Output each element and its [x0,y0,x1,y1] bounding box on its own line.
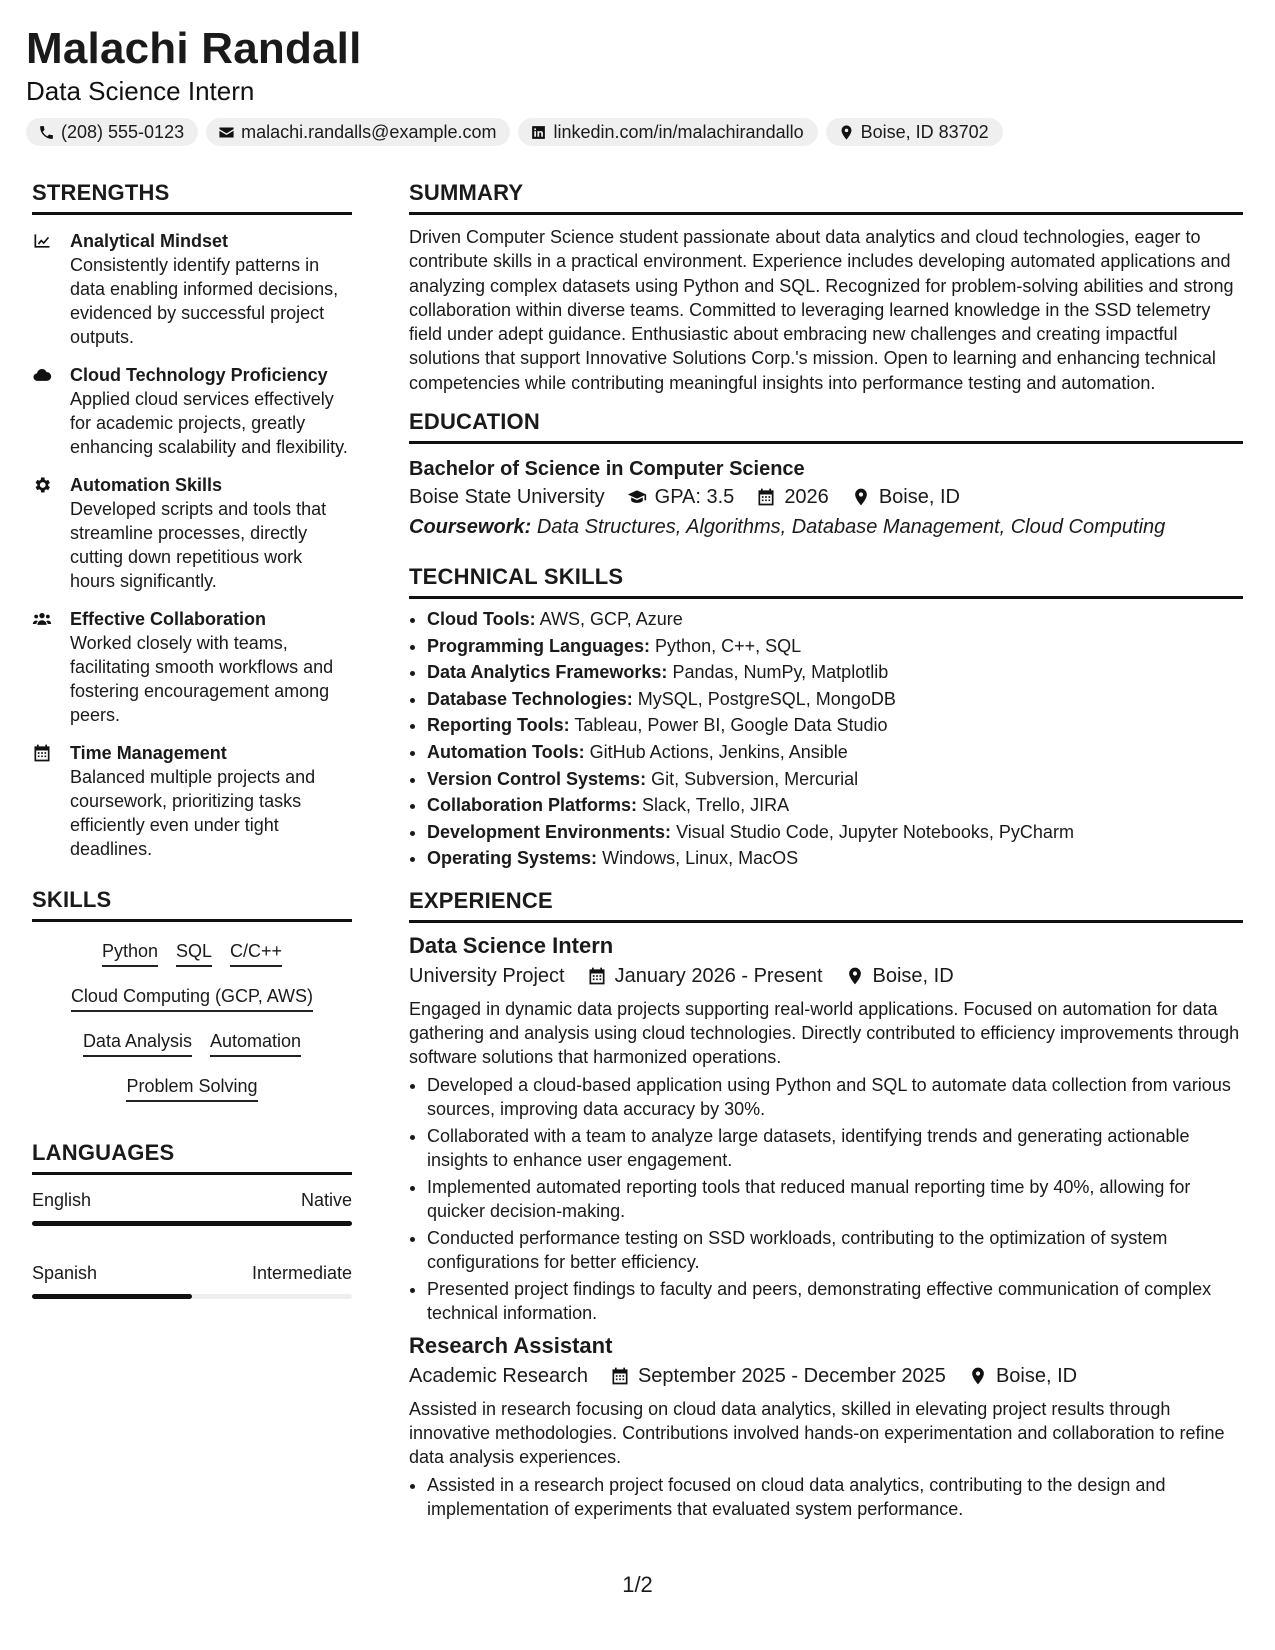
job-dates: January 2026 - Present [614,965,823,988]
gpa-text: GPA: 3.5 [654,486,735,509]
tech-skill-item [427,793,1243,817]
experience-heading: EXPERIENCE [409,888,1243,923]
experience-entry [409,1331,1243,1521]
candidate-role: Data Science Intern [26,76,255,106]
technical-skills-heading: TECHNICAL SKILLS [409,564,1243,599]
job-bullet: • Conducted performance testing on SSD workloads, contributing to the optimization of system configurations for better efficiency. [427,1226,1243,1274]
job-dates: September 2025 - December 2025 [637,1365,946,1388]
job-bullet: • Developed a cloud-based application using Python and SQL to automate data collection from various sources, improving data accuracy by 30%. [427,1073,1243,1121]
calendar-icon [587,966,607,986]
tech-skill-label: Data Analytics Frameworks: [427,662,668,683]
coursework-list: Data Structures, Algorithms, Database Management, Cloud Computing [536,516,1166,539]
experience-entry [409,931,1243,1325]
skill-tag: Python [102,940,158,967]
tech-skill-value: Slack, Trello, JIRA [642,795,790,816]
tech-skill-item [427,713,1243,737]
tech-skill-item [427,767,1243,791]
job-bullet: • Presented project findings to faculty and peers, demonstrating effective communication of complex technical information. [427,1277,1243,1325]
calendar-icon [756,487,776,507]
languages-heading: LANGUAGES [32,1140,352,1175]
coursework-label: Coursework: [409,516,532,539]
tech-skill-value: MySQL, PostgreSQL, MongoDB [637,688,896,709]
strength-text: Developed scripts and tools that streamline processes, directly cutting down repetitious work hours significantly. [70,499,327,591]
tech-skill-label: Cloud Tools: [427,609,536,630]
chart-line-icon [32,231,52,251]
candidate-name: Malachi Randall [26,24,362,73]
tech-skill-label: Reporting Tools: [427,715,570,736]
calendar-icon [610,1366,630,1386]
job-org: University Project [409,965,565,988]
email-chip[interactable] [206,118,510,146]
cloud-icon [32,365,52,385]
phone-chip[interactable] [26,118,198,146]
tech-skill-value: Tableau, Power BI, Google Data Studio [574,715,888,736]
page-number: 1/2 [622,1572,653,1597]
calendar-icon [32,743,52,763]
education-heading: EDUCATION [409,409,1243,444]
strength-text: Worked closely with teams, facilitating smooth workflows and fostering encouragement among peers. [70,633,334,725]
school-name: Boise State University [409,486,605,509]
language-name: Spanish [32,1263,98,1283]
tech-skill-item [427,740,1243,764]
tech-skill-item [427,634,1243,658]
linkedin-text: linkedin.com/in/malachirandallo [553,121,804,142]
skills-heading: SKILLS [32,887,352,922]
job-title: Data Science Intern [409,933,614,959]
language-level: Native [300,1190,352,1210]
tech-skill-value: Windows, Linux, MacOS [602,848,799,869]
technical-skills-list [409,607,1243,870]
map-pin-icon [851,487,871,507]
tech-skill-item [427,846,1243,870]
language-item [32,1262,352,1299]
job-bullets [409,1473,1243,1521]
skill-tag: Data Analysis [83,1030,192,1057]
tech-skill-label: Database Technologies: [427,688,633,709]
summary-heading: SUMMARY [409,180,1243,215]
language-item [32,1189,352,1226]
strength-text: Balanced multiple projects and coursework, prioritizing tasks efficiently even under tight deadlines. [70,767,316,859]
strength-item [32,363,352,459]
languages-list [32,1189,352,1299]
gear-icon [32,475,52,495]
tech-skill-value: Visual Studio Code, Jupyter Notebooks, PyCharm [676,821,1074,842]
job-location: Boise, ID [995,1365,1078,1388]
skill-tag: Automation [210,1030,301,1057]
map-pin-icon [838,124,855,141]
tech-skill-item [427,607,1243,631]
strengths-heading: STRENGTHS [32,180,352,215]
tech-skill-item [427,660,1243,684]
tech-skill-value: AWS, GCP, Azure [539,609,683,630]
contact-bar [26,118,1003,146]
linkedin-icon [530,124,547,141]
graduation-cap-icon [627,487,647,507]
language-name: English [32,1190,92,1210]
proficiency-fill [32,1221,352,1226]
tech-skill-label: Programming Languages: [427,635,651,656]
tech-skill-label: Collaboration Platforms: [427,795,638,816]
tech-skill-label: Automation Tools: [427,742,585,763]
users-icon [32,609,52,629]
degree-title: Bachelor of Science in Computer Science [409,458,805,481]
location-chip[interactable] [826,118,1003,146]
job-description: Engaged in dynamic data projects supporting real-world applications. Focused on automation for data gathering and analysis using cloud technologies. Directly contributed to efficiency improvements through software solutions that harmonized operations. [409,999,1240,1068]
tech-skill-value: Pandas, NumPy, Matplotlib [672,662,889,683]
strength-text: Consistently identify patterns in data enabling informed decisions, evidenced by successful project outputs. [70,255,339,347]
location-text: Boise, ID 83702 [860,121,989,142]
summary-text: Driven Computer Science student passionate about data analytics and cloud technologies, eager to contribute skills in a practical environment. Experience includes developing automated applications and analyzing complex datasets using Python and SQL. Recognized for problem-solving abilities and strong collaboration within diverse teams. Committed to leveraging learned knowledge in the SSD telemetry field under adept guidance. Enthusiastic about embracing new challenges and creating impactful solutions that support Innovative Solutions Corp.'s mission. Open to learning and enhancing technical competencies while contributing meaningful insights into performance testing and automation. [409,227,1234,393]
strength-title: Automation Skills [70,475,223,495]
tech-skill-label: Version Control Systems: [427,768,647,789]
job-bullet: • Collaborated with a team to analyze large datasets, identifying trends and generating actionable insights to enhance user engagement. [427,1124,1243,1172]
education-location: Boise, ID [878,486,960,509]
strength-item [32,473,352,593]
strength-title: Analytical Mindset [70,231,229,251]
right-column [409,180,1243,1524]
job-bullet: • Implemented automated reporting tools that reduced manual reporting time by 40%, allowing for quicker decision-making. [427,1175,1243,1223]
map-pin-icon [845,966,865,986]
skills-list [32,940,352,1102]
skill-tag: Problem Solving [126,1075,257,1102]
job-bullets [409,1073,1243,1325]
strength-title: Cloud Technology Proficiency [70,365,328,385]
strength-title: Time Management [70,743,227,763]
email-text: malachi.randalls@example.com [241,121,497,142]
strength-text: Applied cloud services effectively for academic projects, greatly enhancing scalability and flexibility. [70,389,348,457]
job-meta [409,961,1243,991]
tech-skill-item [427,820,1243,844]
tech-skill-label: Operating Systems: [427,848,598,869]
phone-text: (208) 555-0123 [61,121,185,142]
job-org: Academic Research [409,1365,588,1388]
strength-item [32,607,352,727]
graduation-year: 2026 [784,486,829,509]
job-description: Assisted in research focusing on cloud data analytics, skilled in elevating project results through innovative methodologies. Contributions involved hands-on experimentation and collaboration to refine data analysis experiences. [409,1399,1225,1468]
proficiency-fill [32,1294,192,1299]
resume-header [26,22,1003,146]
coursework-line [409,512,1243,542]
envelope-icon [218,124,235,141]
language-level: Intermediate [251,1263,352,1283]
strength-item [32,229,352,349]
tech-skill-value: GitHub Actions, Jenkins, Ansible [589,742,848,763]
proficiency-bar [32,1294,352,1299]
tech-skill-label: Development Environments: [427,821,672,842]
job-meta [409,1361,1243,1391]
map-pin-icon [968,1366,988,1386]
strength-title: Effective Collaboration [70,609,267,629]
linkedin-chip[interactable] [518,118,817,146]
tech-skill-value: Git, Subversion, Mercurial [651,768,859,789]
strength-item [32,741,352,861]
phone-icon [38,124,55,141]
job-location: Boise, ID [872,965,954,988]
job-title: Research Assistant [409,1333,613,1359]
education-meta [409,482,1243,512]
skill-tag: Cloud Computing (GCP, AWS) [71,985,313,1012]
left-column [32,180,352,1335]
tech-skill-item [427,687,1243,711]
proficiency-bar [32,1221,352,1226]
job-bullet: • Assisted in a research project focused on cloud data analytics, contributing to the design and implementation of experiments that evaluated system performance. [427,1473,1243,1521]
skill-tag: SQL [176,940,212,967]
tech-skill-value: Python, C++, SQL [655,635,802,656]
skill-tag: C/C++ [230,940,282,967]
